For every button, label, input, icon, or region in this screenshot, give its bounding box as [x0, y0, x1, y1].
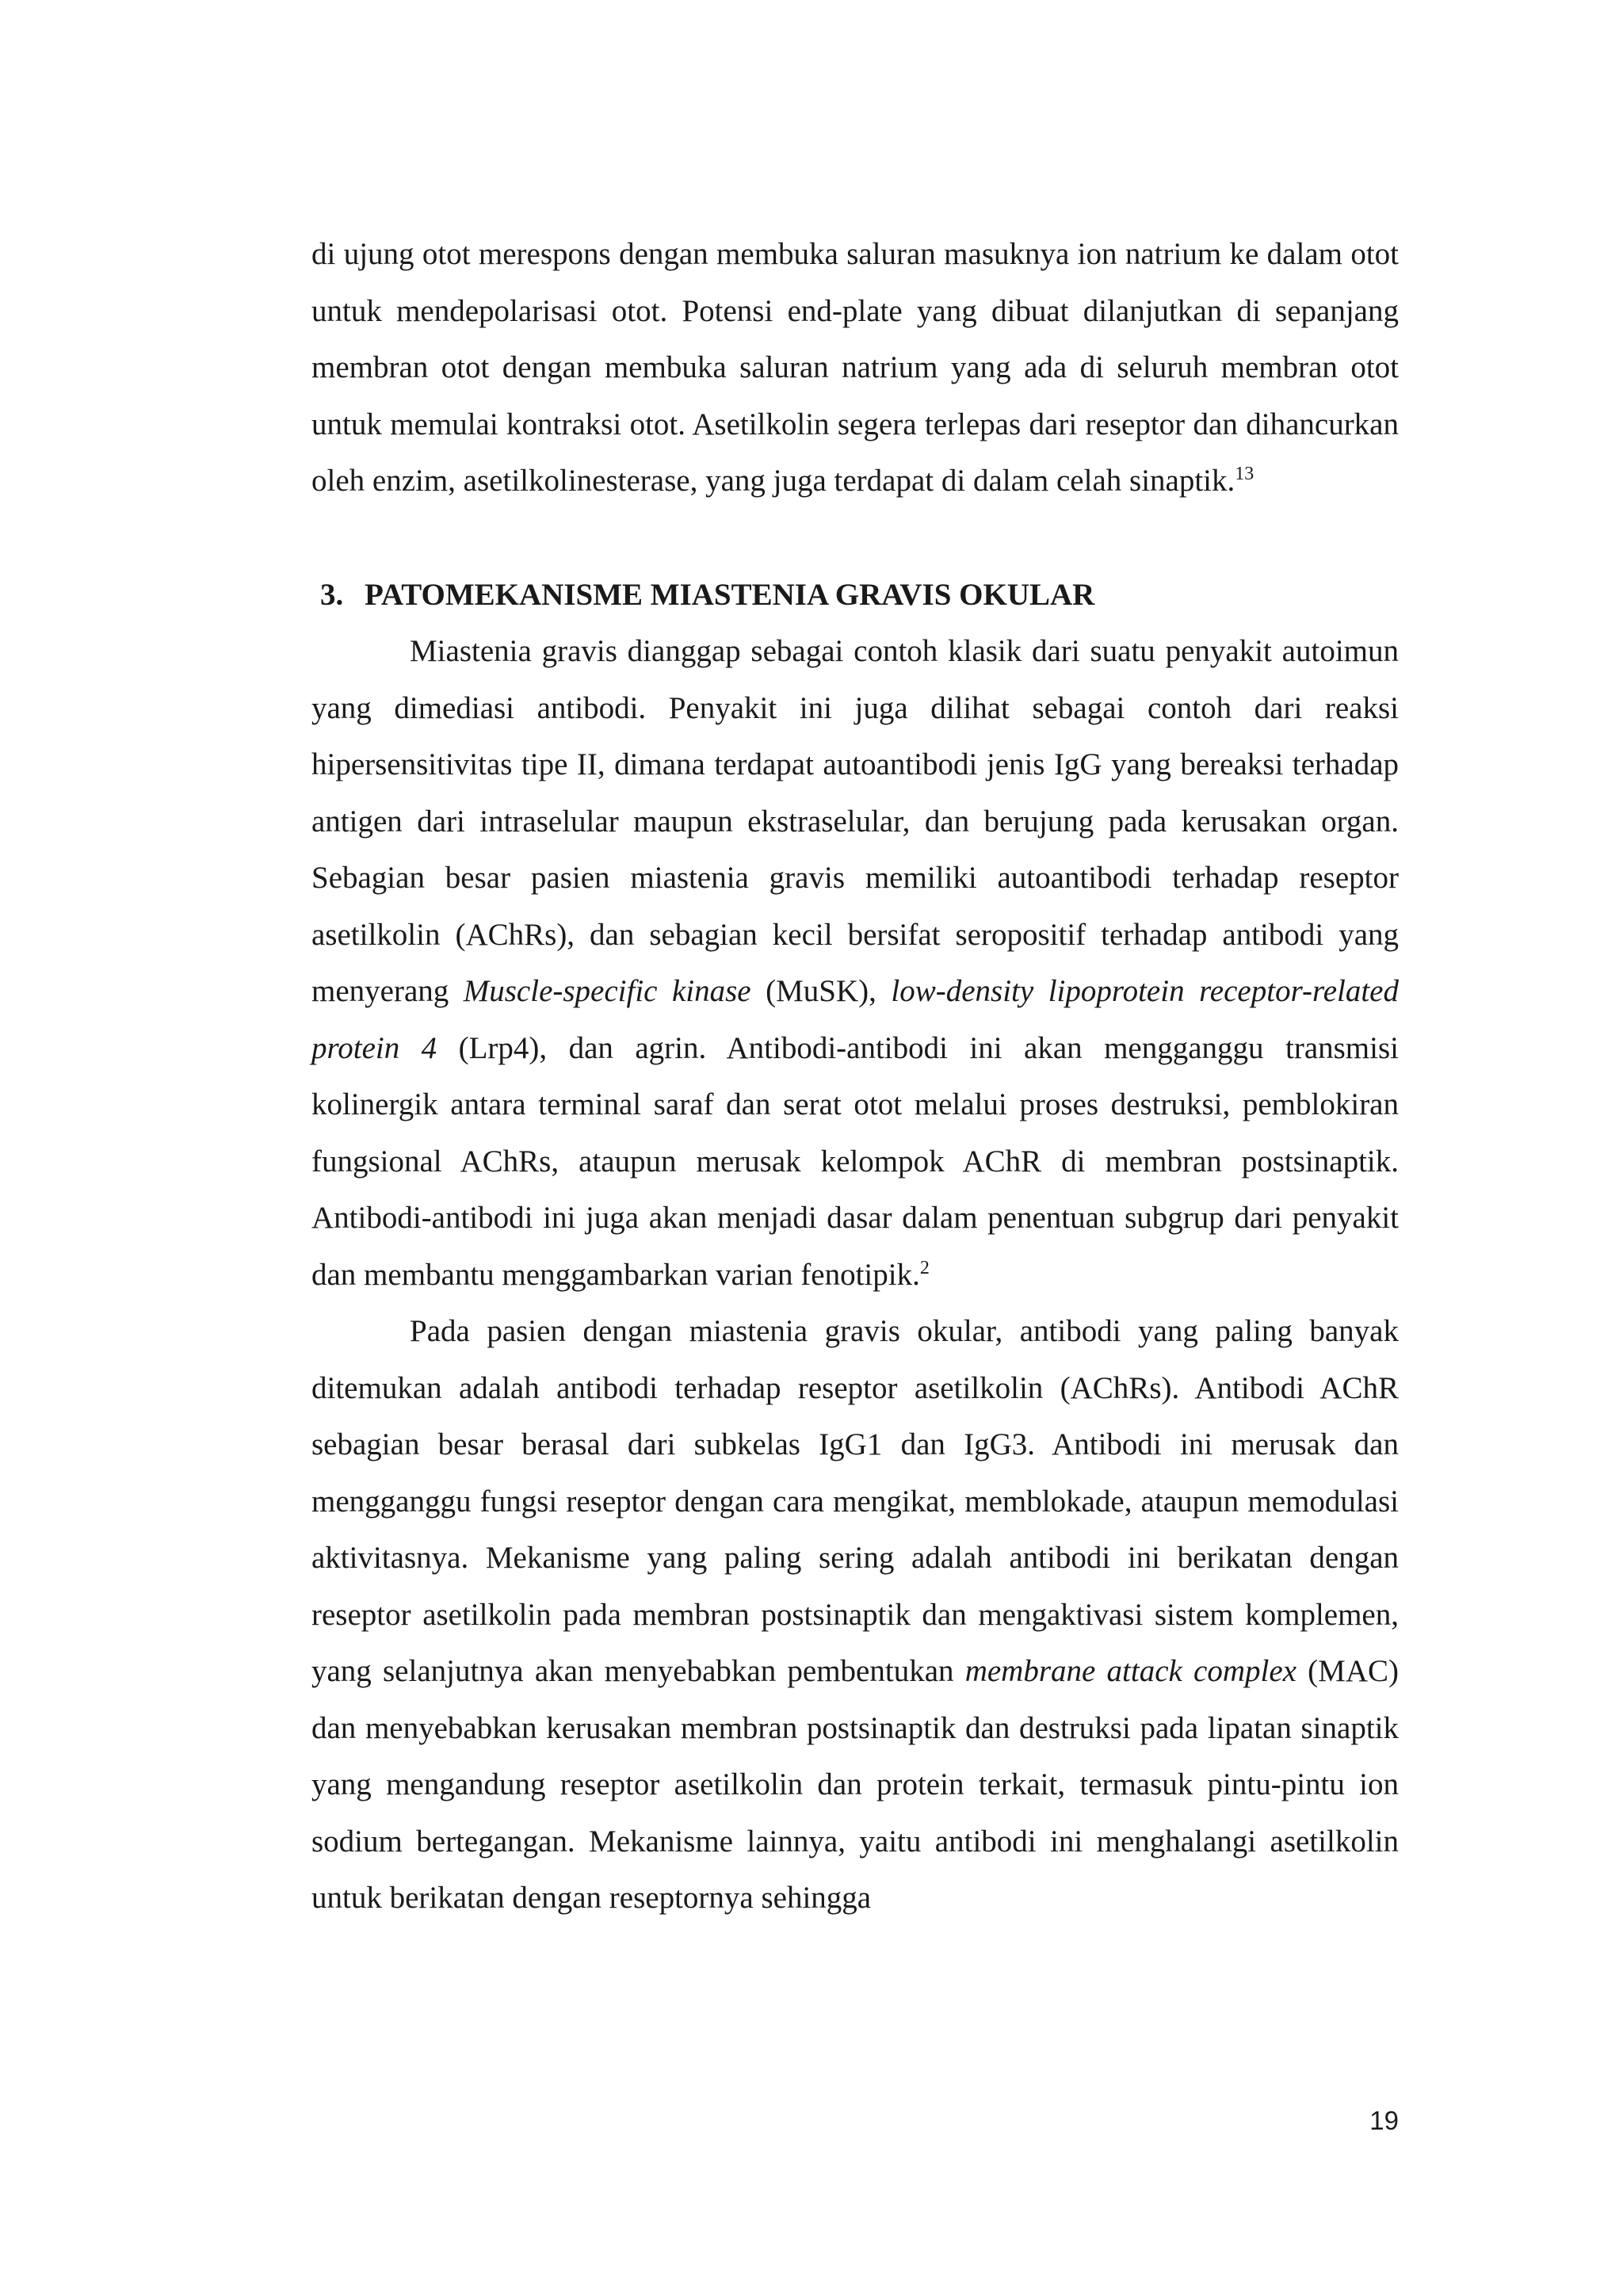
- paragraph-3-italic-mac: membrane attack complex: [964, 1654, 1296, 1688]
- paragraph-3-text-a: Pada pasien dengan miastenia gravis okular, antibodi yang paling banyak ditemukan adalah antibodi terhadap reseptor asetilkolin (AChRs). Antibodi AChR sebagian besar berasal dari subkelas IgG1 dan IgG3. Antibodi ini merusak dan mengganggu fungsi reseptor dengan cara mengikat, memblokade, ataupun memodulasi aktivitasnya. Mekanisme yang paling sering adalah antibodi ini berikatan dengan reseptor asetilkolin pada membran postsinaptik dan mengaktivasi sistem komplemen, yang selanjutnya akan menyebabkan pembentukan: [311, 1314, 1399, 1688]
- paragraph-2-italic-musk: Muscle-specific kinase: [463, 974, 751, 1008]
- paragraph-1: [311, 226, 1399, 510]
- paragraph-2-text-c: (Lrp4), dan agrin. Antibodi-antibodi ini akan mengganggu transmisi kolinergik antara terminal saraf dan serat otot melalui proses destruksi, pemblokiran fungsional AChRs, ataupun merusak kelompok AChR di membran postsinaptik. Antibodi-antibodi ini juga akan menjadi dasar dalam penentuan subgrup dari penyakit dan membantu menggambarkan varian fenotipik.: [311, 1030, 1399, 1292]
- paragraph-2-text-b: (MuSK),: [750, 974, 892, 1008]
- page-content: [311, 226, 1399, 1927]
- section-heading: [311, 567, 1399, 624]
- page-number: 19: [1369, 2106, 1399, 2135]
- reference-2: 2: [919, 1257, 930, 1278]
- paragraph-3-text-b: (MAC) dan menyebabkan kerusakan membran postsinaptik dan destruksi pada lipatan sinaptik yang mengandung reseptor asetilkolin dan protein terkait, termasuk pintu-pintu ion sodium bertegangan. Mekanisme lainnya, yaitu antibodi ini menghalangi asetilkolin untuk berikatan dengan reseptornya sehingga: [311, 1654, 1399, 1915]
- paragraph-3: [311, 1303, 1399, 1927]
- paragraph-2-text-a: Miastenia gravis dianggap sebagai contoh klasik dari suatu penyakit autoimun yang dimediasi antibodi. Penyakit ini juga dilihat sebagai contoh dari reaksi hipersensitivitas tipe II, dimana terdapat autoantibodi jenis IgG yang bereaksi terhadap antigen dari intraselular maupun ekstraselular, dan berujung pada kerusakan organ. Sebagian besar pasien miastenia gravis memiliki autoantibodi terhadap reseptor asetilkolin (AChRs), dan sebagian kecil bersifat seropositif terhadap antibodi yang menyerang: [311, 634, 1399, 1008]
- section-number: 3.: [320, 577, 344, 612]
- paragraph-1-text: di ujung otot merespons dengan membuka saluran masuknya ion natrium ke dalam otot untuk mendepolarisasi otot. Potensi end-plate yang dibuat dilanjutkan di sepanjang membran otot dengan membuka saluran natrium yang ada di seluruh membran otot untuk memulai kontraksi otot. Asetilkolin segera terlepas dari reseptor dan dihancurkan oleh enzim, asetilkolinesterase, yang juga terdapat di dalam celah sinaptik.: [311, 237, 1399, 498]
- section-title: PATOMEKANISME MIASTENIA GRAVIS OKULAR: [365, 577, 1095, 612]
- reference-13: 13: [1235, 464, 1254, 484]
- paragraph-2: [311, 623, 1399, 1303]
- paragraph-2-italic-lrp4: low-density lipoprotein receptor-related protein 4: [311, 974, 1399, 1065]
